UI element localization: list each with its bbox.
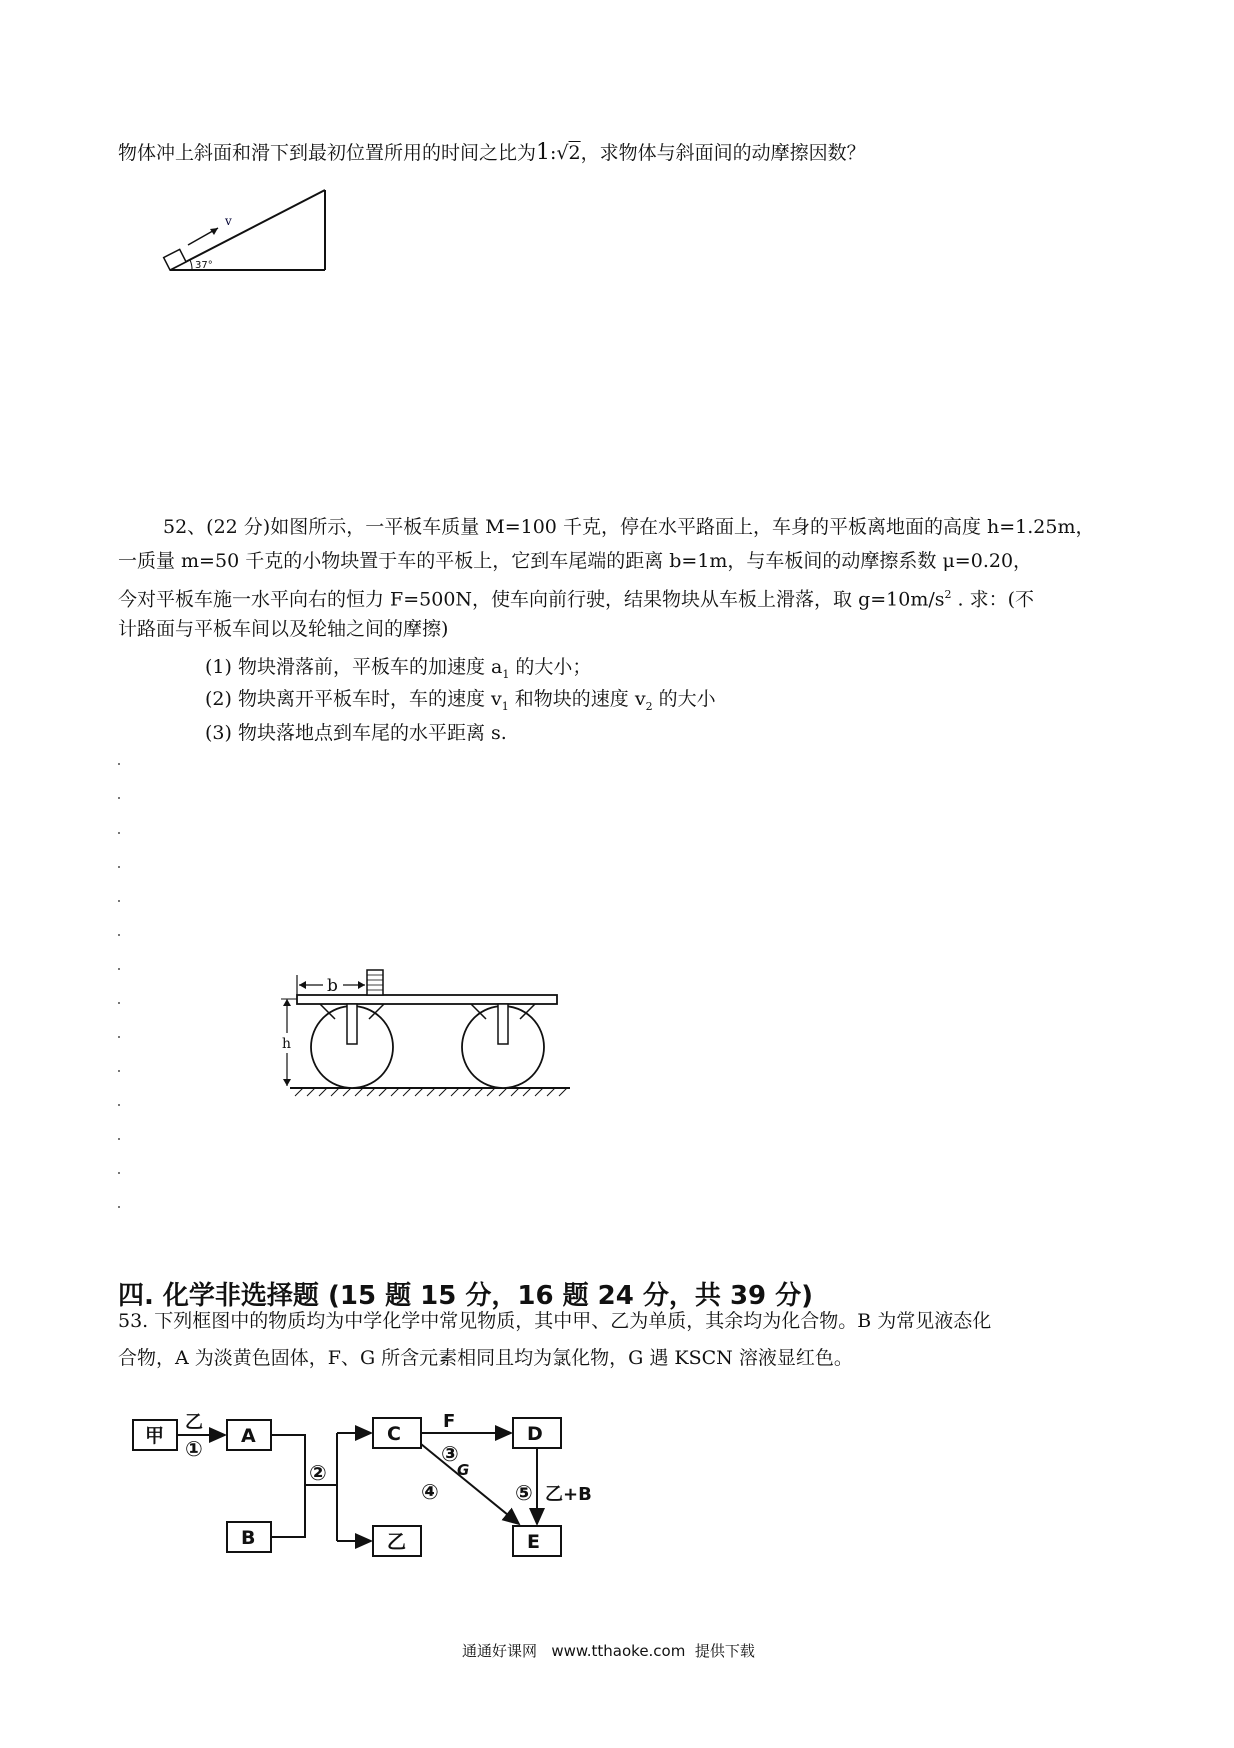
dot: [118, 797, 120, 799]
q53-line2: 合物，A 为淡黄色固体，F、G 所含元素相同且均为氯化物，G 遇 KSCN 溶液显红色。: [118, 1347, 853, 1369]
q52-sub2: (2) 物块离开平板车时，车的速度 $v_1$ 和物块的速度 $v_2$ 的大小: [205, 688, 716, 713]
label-yi-B: 乙+B: [545, 1484, 592, 1505]
label-F: F: [443, 1411, 456, 1432]
angle-arc: [190, 260, 192, 270]
dot: [118, 866, 120, 868]
dot: [118, 1002, 120, 1004]
dot: [118, 763, 120, 765]
small-block: [367, 970, 383, 995]
box-A-label: A: [241, 1425, 256, 1447]
ground-hatching: [295, 1088, 567, 1096]
q52-line1: 52、(22 分)如图所示，一平板车质量 M=100 千克，停在水平路面上，车身的平板离地面的高度 h=1.25m，: [163, 516, 1095, 538]
b-label: b: [327, 976, 338, 996]
box-E-label: E: [527, 1531, 540, 1553]
axle-rear: [347, 1004, 357, 1044]
bracket-AB: [271, 1435, 305, 1537]
label-G: G: [457, 1461, 470, 1479]
dot: [118, 1104, 120, 1106]
q52-line4: 计路面与平板车间以及轮轴之间的摩擦): [118, 618, 449, 640]
q51-text: 物体冲上斜面和滑下到最初位置所用的时间之比为1:√2，求物体与斜面间的动摩擦因数？: [118, 140, 866, 165]
dot: [118, 1206, 120, 1208]
h-label: h: [282, 1036, 292, 1052]
footer-site: 通通好课网: [462, 1642, 538, 1660]
box-D-label: D: [527, 1423, 543, 1445]
label-yi-top: 乙: [185, 1412, 203, 1433]
incline-slope: [170, 190, 325, 270]
circled-5: ⑤: [515, 1481, 533, 1505]
dot: [118, 1172, 120, 1174]
cart-platform: [297, 995, 557, 1004]
axle-front: [498, 1004, 508, 1044]
incline-figure: [150, 180, 340, 280]
footer: [462, 1640, 755, 1661]
box-jia-label: 甲: [145, 1425, 165, 1447]
footer-suffix: 提供下载: [694, 1642, 755, 1660]
block: [164, 249, 186, 270]
q53-line1: 53. 下列框图中的物质均为中学化学中常见物质，其中甲、乙为单质，其余均为化合物。B 为常见液态化: [118, 1310, 992, 1332]
dot: [118, 968, 120, 970]
dot: [118, 934, 120, 936]
sqrt-symbol: √2: [556, 142, 581, 164]
h-arrow-top: [283, 999, 291, 1006]
q52-sub3: (3) 物块落地点到车尾的水平距离 s.: [205, 722, 507, 744]
section-heading: 四. 化学非选择题 (15 题 15 分，16 题 24 分，共 39 分): [118, 1281, 814, 1311]
h-arrow-bottom: [283, 1079, 291, 1086]
dot: [118, 900, 120, 902]
dot: [118, 1138, 120, 1140]
b-arrow-left: [299, 981, 306, 989]
velocity-label: v: [225, 214, 232, 228]
box-B-label: B: [241, 1527, 256, 1549]
b-arrow-right: [358, 981, 365, 989]
reaction-diagram: [125, 1400, 645, 1565]
dot: [118, 1070, 120, 1072]
q52-line3: 今对平板车施一水平向右的恒力 F=500N，使车向前行驶，结果物块从车板上滑落，取 $g=10m/s^2$ . 求：(不: [118, 588, 1035, 611]
q52-sub1: (1) 物块滑落前，平板车的加速度 $a_1$ 的大小；: [205, 656, 592, 681]
footer-url[interactable]: www.tthaoke.com: [551, 1642, 686, 1660]
dot: [118, 832, 120, 834]
box-yi-label: 乙: [387, 1531, 407, 1553]
circled-1: ①: [185, 1437, 203, 1461]
box-C-label: C: [387, 1423, 401, 1445]
dot: [118, 1036, 120, 1038]
q52-line2: 一质量 m=50 千克的小物块置于车的平板上，它到车尾端的距离 b=1m，与车板间的动摩擦系数 μ=0.20，: [118, 550, 1033, 572]
cart-figure: [275, 955, 585, 1105]
circled-2: ②: [309, 1461, 327, 1485]
circled-4: ④: [421, 1480, 439, 1504]
circled-3: ③: [441, 1442, 459, 1466]
angle-label: 37°: [195, 260, 213, 271]
